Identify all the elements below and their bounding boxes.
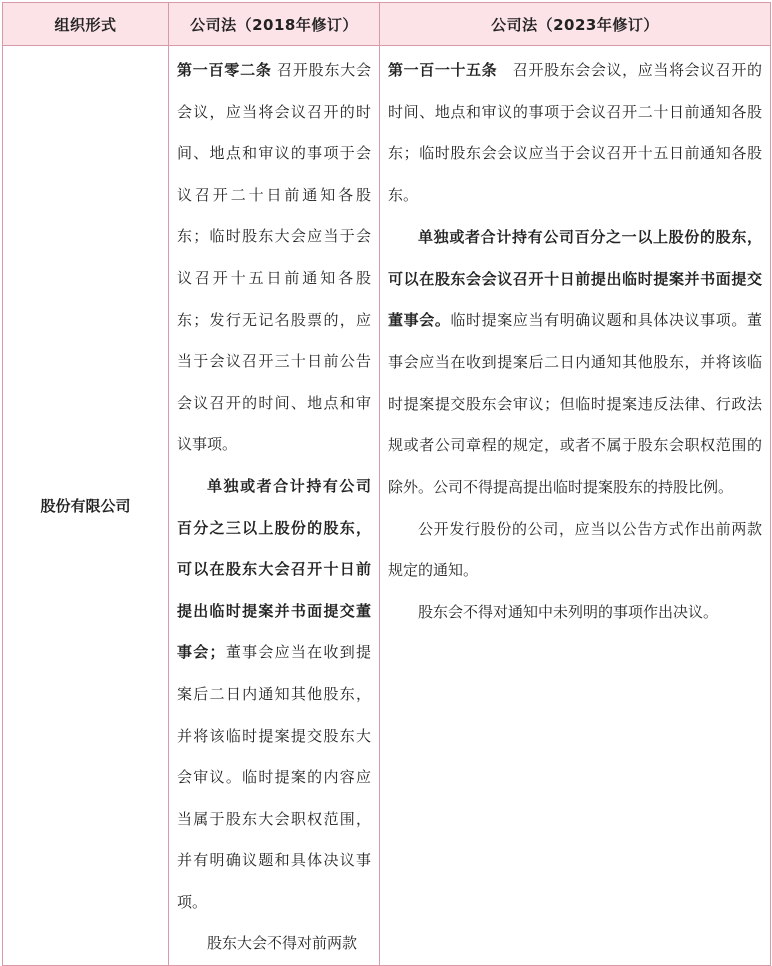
law-2018-paragraph-1 <box>177 50 371 466</box>
law-2018-cell <box>169 46 380 966</box>
paragraph-text: 召开股东会会议，应当将会议召开的时间、地点和审议的事项于会议召开二十日前通知各股东；临时股东会会议应当于会议召开十五日前通知各股东。 <box>388 61 762 205</box>
bold-clause: 单独或者合计持有公司百分之三以上股份的股东，可以在股东大会召开十日前提出临时提案并书面提交董事会； <box>177 476 371 662</box>
law-2018-paragraph-2 <box>177 466 371 924</box>
paragraph-text: 临时提案应当有明确议题和具体决议事项。董事会应当在收到提案后二日内通知其他股东，并将该临时提案提交股东会审议；但临时提案违反法律、行政法规或者公司章程的规定，或者不属于股东会职权范围的除外。公司不得提高提出临时提案股东的持股比例。 <box>388 311 762 497</box>
header-row <box>3 3 771 46</box>
law-2023-cell <box>380 46 771 966</box>
law-2023-paragraph-4 <box>388 592 762 634</box>
paragraph-text: 召开股东大会会议，应当将会议召开的时间、地点和审议的事项于会议召开二十日前通知各股东；临时股东大会应当于会议召开十五日前通知各股东；发行无记名股票的，应当于会议召开三十日前公告会议召开的时间、地点和审议事项。 <box>177 61 371 454</box>
paragraph-text: 董事会应当在收到提案后二日内通知其他股东，并将该临时提案提交股东大会审议。临时提案的内容应当属于股东大会职权范围，并有明确议题和具体决议事项。 <box>177 643 371 911</box>
law-2023-paragraph-2 <box>388 217 762 509</box>
paragraph-text: 股东大会不得对前两款 <box>207 934 358 953</box>
header-org-type: 组织形式 <box>3 3 169 46</box>
article-number: 第一百零二条 <box>177 61 272 79</box>
org-type-cell: 股份有限公司 <box>3 46 169 966</box>
header-law-2018: 公司法（2018年修订） <box>169 3 380 46</box>
law-comparison-table <box>2 2 771 966</box>
article-number: 第一百一十五条 <box>388 61 498 79</box>
law-2023-paragraph-3 <box>388 509 762 592</box>
paragraph-text: 公开发行股份的公司，应当以公告方式作出前两款规定的通知。 <box>388 519 762 580</box>
bold-clause: 单独或者合计持有公司百分之一以上股份的股东，可以在股东会会议召开十日前提出临时提案并书面提交董事会。 <box>388 227 762 330</box>
header-law-2023: 公司法（2023年修订） <box>380 3 771 46</box>
law-2023-paragraph-1 <box>388 50 762 217</box>
paragraph-text: 股东会不得对通知中未列明的事项作出决议。 <box>418 603 719 622</box>
table-row <box>3 46 771 966</box>
